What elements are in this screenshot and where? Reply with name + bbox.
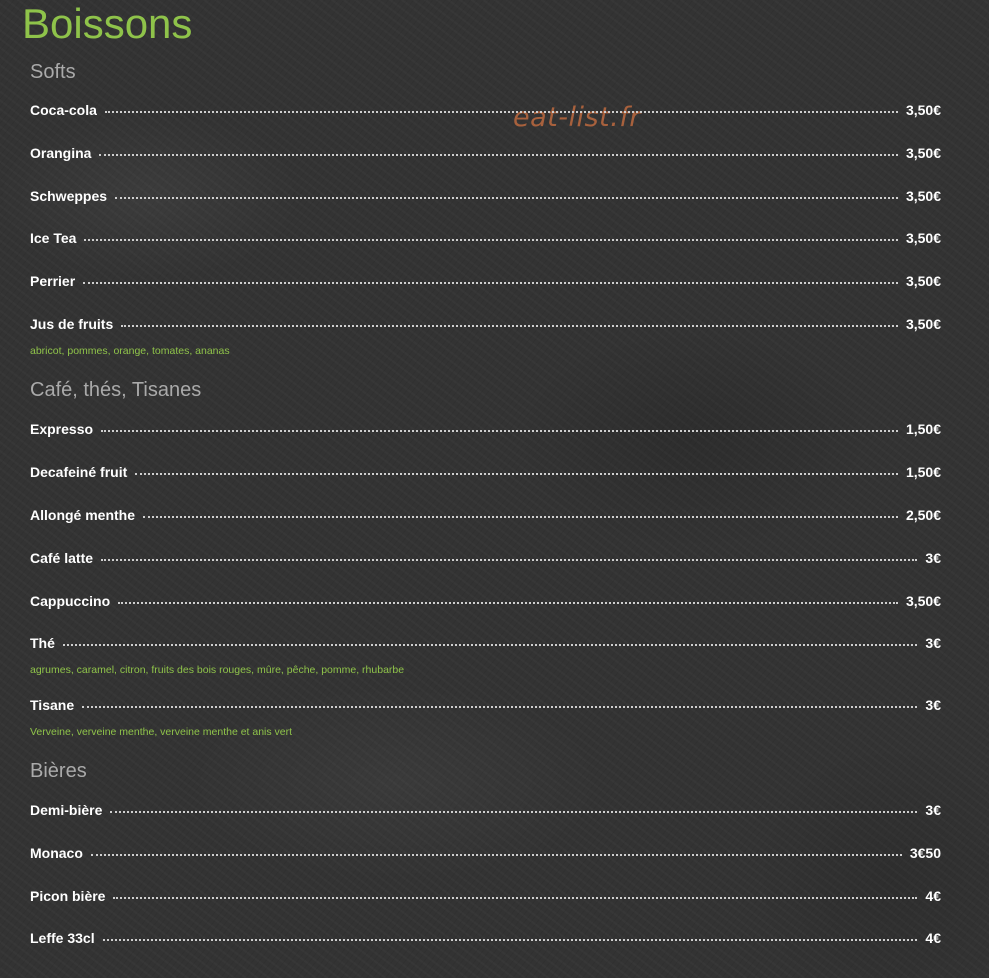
menu-item-leffe-33cl [30, 928, 941, 948]
dotted-leader [83, 282, 898, 284]
menu-item-cafe-latte [30, 548, 941, 568]
item-price: 3,50€ [905, 593, 941, 609]
dotted-leader [121, 325, 898, 327]
item-name: Cappuccino [30, 593, 111, 609]
page-title: Boissons [22, 0, 193, 47]
dotted-leader [63, 644, 918, 646]
dotted-leader [143, 516, 898, 518]
menu-item-expresso [30, 419, 941, 439]
item-description-jus-de-fruits: abricot, pommes, orange, tomates, ananas [30, 345, 230, 357]
item-name: Leffe 33cl [30, 930, 95, 946]
item-name: Decafeiné fruit [30, 464, 128, 480]
dotted-leader [113, 897, 917, 899]
item-price: 3€ [925, 550, 941, 566]
item-name: Demi-bière [30, 802, 103, 818]
item-name: Café latte [30, 550, 94, 566]
watermark-logo: eat-list.fr [513, 102, 641, 133]
menu-item-monaco [30, 843, 941, 863]
item-price: 3,50€ [905, 273, 941, 289]
item-name: Schweppes [30, 188, 108, 204]
dotted-leader [84, 239, 898, 241]
dotted-leader [103, 939, 918, 941]
dotted-leader [91, 854, 902, 856]
dotted-leader [105, 111, 898, 113]
menu-item-decafeine-fruit [30, 462, 941, 482]
item-price: 4€ [925, 930, 941, 946]
dotted-leader [101, 430, 898, 432]
item-name: Tisane [30, 697, 75, 713]
item-price: 3,50€ [905, 316, 941, 332]
item-price: 3,50€ [905, 230, 941, 246]
item-price: 1,50€ [905, 464, 941, 480]
item-price: 3€ [925, 697, 941, 713]
item-name: Jus de fruits [30, 316, 114, 332]
section-title-bieres: Bières [30, 760, 87, 782]
item-name: Perrier [30, 273, 76, 289]
item-price: 3,50€ [905, 145, 941, 161]
menu-item-orangina [30, 143, 941, 163]
menu-item-tisane [30, 695, 941, 715]
menu-item-picon-biere [30, 886, 941, 906]
section-title-cafe-thes-tisanes: Café, thés, Tisanes [30, 379, 202, 401]
menu-item-coca-cola [30, 100, 941, 120]
item-price: 3,50€ [905, 188, 941, 204]
dotted-leader [99, 154, 897, 156]
menu-item-jus-de-fruits [30, 314, 941, 334]
menu-item-schweppes [30, 186, 941, 206]
item-name: Ice Tea [30, 230, 77, 246]
item-name: Monaco [30, 845, 83, 861]
dotted-leader [110, 811, 917, 813]
section-title-softs: Softs [30, 61, 76, 83]
item-price: 4€ [925, 888, 941, 904]
menu-item-ice-tea [30, 228, 941, 248]
item-price: 3€ [925, 635, 941, 651]
item-name: Expresso [30, 421, 94, 437]
dotted-leader [82, 706, 917, 708]
item-name: Orangina [30, 145, 92, 161]
item-name: Coca-cola [30, 102, 97, 118]
menu-item-the [30, 633, 941, 653]
item-name: Picon bière [30, 888, 106, 904]
item-description-tisane: Verveine, verveine menthe, verveine menthe et anis vert [30, 726, 293, 738]
item-description-the: agrumes, caramel, citron, fruits des bois rouges, mûre, pêche, pomme, rhubarbe [30, 664, 405, 676]
menu-item-perrier [30, 271, 941, 291]
item-name: Thé [30, 635, 55, 651]
menu-item-demi-biere [30, 800, 941, 820]
dotted-leader [101, 559, 917, 561]
item-price: 3€ [925, 802, 941, 818]
menu-item-cappuccino [30, 591, 941, 611]
item-price: 2,50€ [905, 507, 941, 523]
item-price: 3,50€ [905, 102, 941, 118]
dotted-leader [135, 473, 898, 475]
menu-item-allonge-menthe [30, 505, 941, 525]
item-name: Allongé menthe [30, 507, 136, 523]
item-price: 3€50 [909, 845, 941, 861]
dotted-leader [118, 602, 898, 604]
dotted-leader [115, 197, 898, 199]
item-price: 1,50€ [905, 421, 941, 437]
